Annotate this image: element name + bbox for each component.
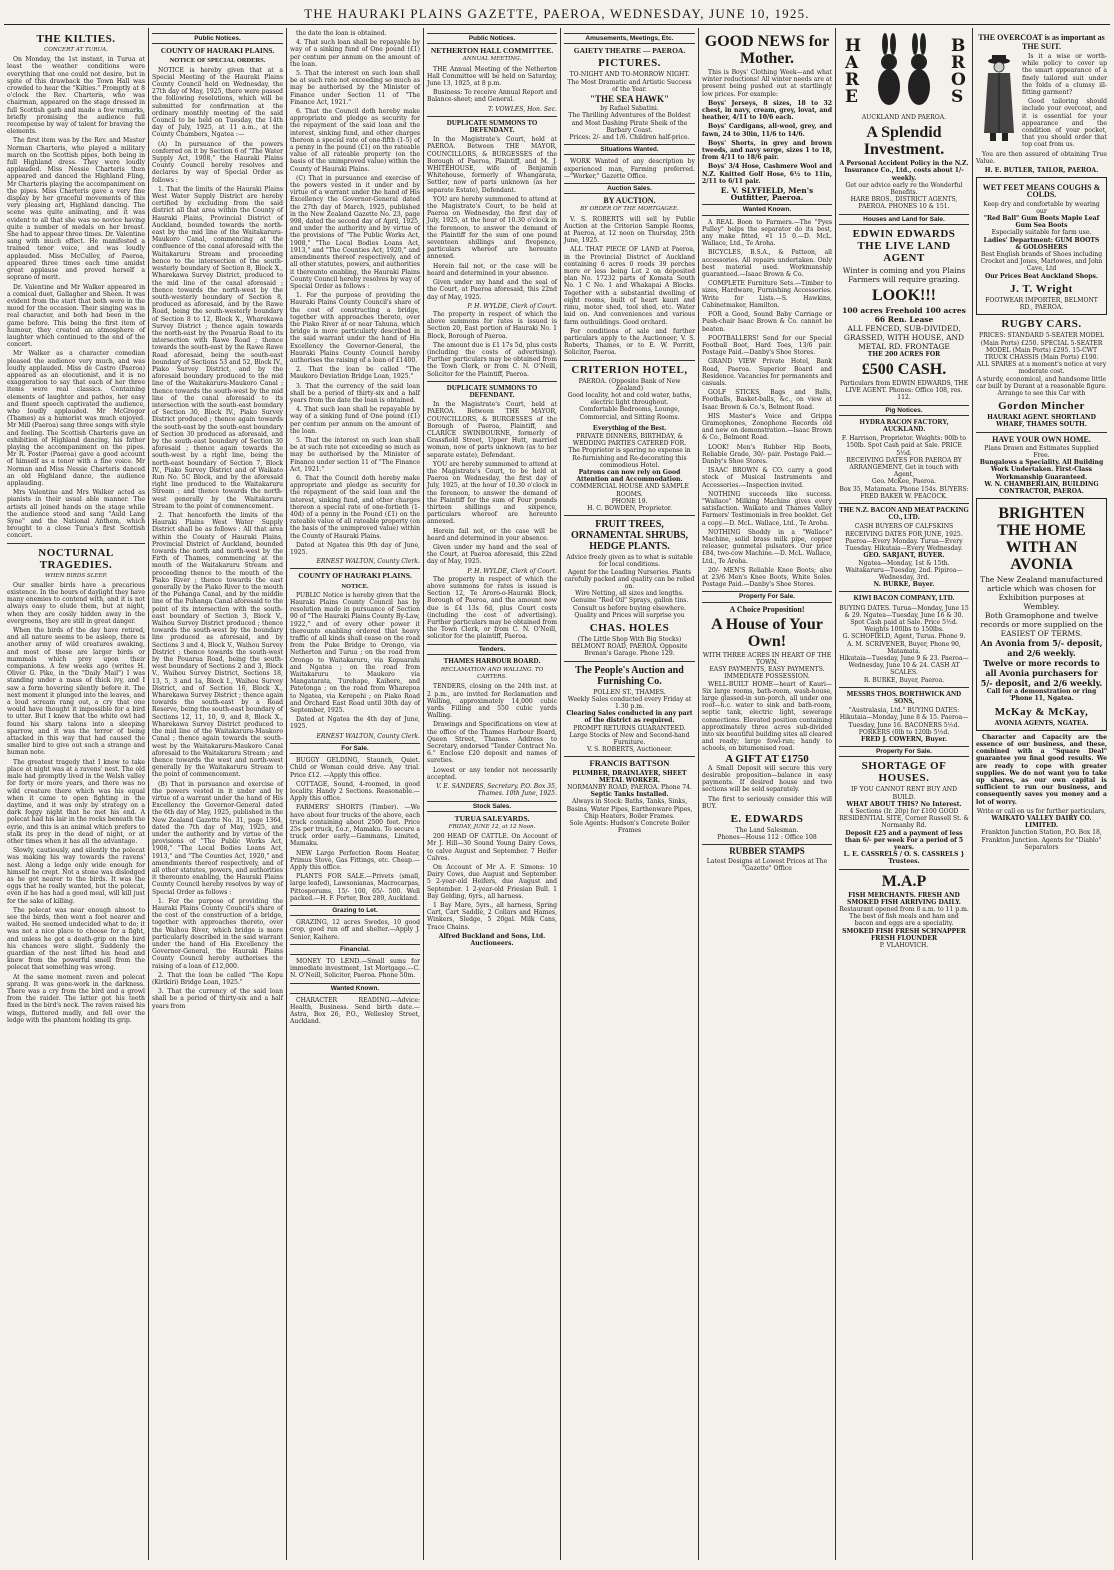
- notice-paragraph: On Account of Mr A. F. Simons: 10 Dairy Cows, due August and September. 5 2-year-old Heifers, due August and September. 1 2-year-old Friesian Bull. 1 Bay Gelding, 6yrs., all harness.: [427, 863, 557, 900]
- classified-ad: A REAL Boon to Farmers.—The "Pyes Pulley" helps the separator do its best, any make fitted, ¤1 15 0.—D. McL. Wallace, Ltd., Te Aroha.: [702, 218, 832, 248]
- ad-text: CASH BUYERS OF CALFSKINS: [854, 523, 954, 531]
- ad-text: WITH THREE ACRES IN HEART OF THE TOWN.: [702, 651, 832, 667]
- ad-text: Ladies' Department: GUM BOOTS & GOLOSHERS: [983, 236, 1100, 251]
- signature: V. E. SANDERS, Secretary. P.O. Box 35, Thames. 10th June, 1925.: [436, 783, 557, 798]
- notice-paragraph: Business: To receive Annual Report and Balance-sheet; and General.: [427, 89, 557, 104]
- notice-paragraph: Herein fail not, or the case will be heard and determined in your absence.: [427, 262, 557, 277]
- column-8: [973, 28, 1110, 1560]
- divider: [290, 568, 420, 569]
- divider: [839, 591, 969, 592]
- ad-text: 4 Sections (Ir. 20p) for £100 GOOD RESIDENTIAL SITE, Corner Russell St. & Normanby Rd.: [839, 807, 969, 830]
- notice-paragraph: 6. That the Council doth hereby make appropriate and pledge as security for the repayment of the said loan and the interest, sinking fund, and other charges thereon a special rate of one-fortieth (1-40d) of a penny in the Pound (£1) on the rateable value of all rateable property (on the basis of the unimproved value) within the County of Hauraki Plains.: [290, 474, 420, 540]
- article-paragraph: On Monday, the 1st instant, in Turua at least the weather conditions were everything that one could not desire, but in spite of this drawback the Town Hall was crowded to hear the "Kilties." Promptly at 8 o'clock the Rev. Charteris, who was chairman, appeared on the stage dressed in full Scottish garb and made a few remarks, briefly promising the audience full recompense by way of talent for braving the elements.: [7, 56, 145, 136]
- ad-headline: BY AUCTION.: [603, 196, 656, 206]
- ad-text: Boys' 3/4 Hose, Cashmere Wool and N.Z. Knitted Golf Hose, 6½ to 11in, 2/11 to 6/11 pair.: [702, 163, 832, 185]
- notice-headline: COUNTY OF HAURAKI PLAINS.: [298, 571, 412, 581]
- classified-ad: COTTAGE, Sound, 4-roomed, in good locality. Handy 2 Sections. Reasonable.—Apply this office.: [290, 780, 420, 803]
- ad-text: "Australasia, Ltd." BUYING DATES: Hikutaia—Monday, June 8 & 15. Paeroa—Tuesday, June 16. BACONERS 5½d. PORKERS (0lb to 120lb 5½d.: [839, 707, 969, 736]
- ad-text: For conditions of sale and further particulars apply to the Auctioneer, V. S. Roberts, Thames, or to E. W. Porritt, Solicitor, Paeroa.: [564, 327, 695, 357]
- classified-ad: PLANTS FOR SALE.—Privets (small, large leafed), Lawsonianas, Macrocarpas, Pittosporums, 15/- 100, 65/- 500. Well packed.—H. F. Porter, Box 289, Auckland.: [290, 873, 420, 902]
- article-paragraph: When the birds of the day have retired, and all nature seems to be asleep, there is another army of wild creatures awaking, and most of these are larger birds or mammals which prey upon their companions. A few weeks ago (writes H. Oliver G. Pike, in the "Daily Mail") I was standing under a mass of thick ivy, and I saw a form hovering silently before it. The next moment it plunged into the leaves, and a loud scream rang out, a cry that one would have thought it impossible for a bird to utter. But I knew that the white owl had found his sharp talons into a sleeping sparrow, and it was the terror of being attacked in this way that had caused the smaller bird to give out such a strange and human note.: [7, 627, 145, 757]
- ad-text: Keep dry and comfortable by wearing our: [983, 200, 1100, 215]
- ad-text: TO-NIGHT AND TO-MORROW NIGHT.: [569, 71, 690, 79]
- notice-paragraph: In the Magistrate's Court, held at PAEROA. Between THE MAYOR, COUNCILLORS, & BURGESSES of the Borough of Paeroa, Plaintiff, and CLARICE SWINBOURNE, formerly of Grassfield Street, Upper Hutt, married woman, now of parts unknown (as to her separate estate), Defendant.: [427, 401, 557, 459]
- ad-text: Patrons can now rely on Good Attention and Accommodation.: [576, 468, 683, 484]
- divider: [564, 756, 695, 757]
- ad-text: Get our advice early re the Wonderful Benefits.: [845, 181, 963, 197]
- ad-headline: HYDRA BACON FACTORY, AUCKLAND.: [859, 417, 949, 434]
- ad-headline: McKay & McKay,: [994, 705, 1089, 718]
- classified-ad: GRAND VIEW Private Hotel, Bank Road, Paeroa. Superior Board and Residence. Vacancies for permanents and casuals.: [702, 358, 832, 387]
- article-paragraph: Dr. Valentine and Mr Walker appeared in a comical duet, Gallagher and Sheen. It was evident from the start that both were in the mood for the occasion. Their singing was in real character, and both had been in the game before. This being the first item of humour, they created an atmosphere of laughter which continued to the end of the concert.: [7, 283, 145, 349]
- classified-ad: GRAZING, 12 acres Swedes, 10 good crop, good run off and shelter.—Apply J. Senior, Kaihere.: [290, 919, 420, 941]
- ad-text: PAEROA. (Opposite Bank of New Zealand): [578, 377, 681, 392]
- ad-text: The New Zealand manufactured article which was chosen for Exhibition purposes at Wembley.: [980, 575, 1103, 612]
- ad-headline: PICTURES.: [598, 57, 661, 70]
- notice-subheadline: RECLAMATION AND WALLING. TO CARTERS.: [440, 667, 544, 681]
- ad-headline: Everything of the Best.: [592, 422, 667, 432]
- ad-text: Always in Stock: Baths, Tanks, Sinks, Basins, Water Pipes, Earthenware Pipes, Chip Heaters, Boiler Frames.: [566, 798, 693, 820]
- ad-text: EASY PAYMENTS, EASY PAYMENTS. IMMEDIATE POSSESSION.: [709, 666, 825, 681]
- avonia-ad: [976, 498, 1107, 731]
- notice-subheadline: NOTICE OF SPECIAL ORDERS.: [169, 57, 266, 65]
- divider: [976, 432, 1107, 433]
- ad-text: Boys' Cardigans, all-wool, grey, and fawn, 24 to 30in, 11/6 to 14/6.: [702, 123, 832, 138]
- notice-paragraph: The property in respect of which the above summons for rates is issued is Section 12, Te Aroro-o-Hauraki Block, Borough of Paeroa, and the amount now due is £4 13s 6d, plus Court costs (including the cost of advertising). Further particulars may be obtained from the Town Clerk, or from C. N. O'Neill, solicitor for the plaintiff, Paeroa.: [427, 575, 557, 641]
- classified-ad: FOOTBALLERS! Send for our Special Football Boot, Hard Toes, 13/6 pair. Postage Paid.—Danby's Shoe Stores.: [702, 334, 832, 357]
- notice-paragraph: 1. For the purpose of providing the Hauraki Plains County Council's share of the cost of constructing a bridge, together with approaches thereto, over the Piako River at or near Tahuna, which bridge is more particularly described in the said warrant under the hand of His Excellency the Governor-General, the Hauraki Plains County Council hereby authorises the raising of a loan of £1400.: [290, 292, 420, 364]
- classified-ad: BUGGY GELDING, Staunch, Quiet. Child or Woman could drive. Any trial. Price £12. —Apply this office.: [290, 757, 420, 779]
- film-title: "THE SEA HAWK": [589, 94, 669, 105]
- ad-text: The Proprietor is sparing no expense in Re-furnishing and Re-decorating this commodious Hotel.: [568, 447, 691, 469]
- ad-text: PHONE 19.: [611, 497, 648, 505]
- notice-paragraph: Dated at Ngatea the 4th day of June, 1925.: [290, 716, 420, 731]
- ad-text: Consult us before buying elsewhere. Quality and Prices will surprise you: [573, 604, 686, 619]
- ad-headline: FRUIT TREES, ORNAMENTAL SHRUBS, HEDGE PLANTS.: [570, 519, 689, 553]
- ad-headline: A GIFT AT £1750: [725, 752, 809, 765]
- notice-paragraph: 4. That such loan shall be repayable by way of a sinking fund of One pound (£1) per centum per annum on the amount of the loan.: [290, 406, 420, 435]
- signature: FRED J. COWERN, Buyer.: [861, 735, 947, 743]
- ad-text: Boys' Jerseys, 8 sizes, 18 to 32 chest, in navy, cream, grey, lovat, and heather, 4/11 to 10/6 each.: [702, 99, 832, 122]
- ad-text: A Personal Accident Policy in the N.Z. Insurance Co., Ltd., costs about 1/- weekly.: [839, 160, 969, 182]
- section-header: Wanted Known.: [702, 204, 832, 215]
- notice-paragraph: YOU are hereby summoned to attend at the Magistrate's Court, to be held at Paeroa on Wednesday, the first day of July, 1925, at the hour of 10.30 o'clock in the forenoon, to answer the demand of the Plaintiff for the sum of Four pounds thirteen shillings and sixpence, particulars whereof are hereunto annexed.: [427, 460, 557, 526]
- ad-headline: GAIETY THEATRE — PAEROA.: [573, 46, 686, 56]
- ad-text: ALL THAT PIECE OF LAND at Paeroa, in the Provincial District of Auckland containing 6 acres 0 roods 39 perches more or less being Lot 2 on deposited plan No. 17232 parts of Komata South No. 1 C No. 1 and Whakapai A Blocks. Together with a substantial dwelling of eight rooms, built of heart kauri and rimu, motor shed, tool shed, etc. Water laid on. And conveniences and various farm outbuildings. Good orchard.: [564, 246, 695, 326]
- article-paragraph: Our smaller birds have a precarious existence. In the hours of daylight they have many enemies to contend with, and it is not always easy to elude them, but at night, when they are cosily hidden away in the evergreens, they are still in great danger.: [7, 581, 145, 625]
- ad-text: Hikutaia—Tuesday, June 9 & 23. Paeroa—Wednesday, June 10 & 24. CASH AT SCALES.: [839, 654, 969, 677]
- section-header: Pig Notices.: [839, 405, 969, 416]
- ad-text: The first to seriously consider this will BUY.: [702, 795, 832, 810]
- classified-ad: FARMERS' SHORTS (Timber). —We have about four trucks of the above, each truck containing about 2500 feet. Price 25s per truck, f.o.r., Mamaku. To secure a truck order early.—Gammans, Limited, Mamaku.: [290, 804, 420, 848]
- ad-headline: HAVE YOUR OWN HOME.: [992, 434, 1091, 444]
- ad-text: Our Prices Beat Auckland Shops.: [984, 272, 1099, 280]
- ad-text: (The Little Shop With Big Stocks) BELMONT ROAD, PAEROA. Opposite Brenan's Garage. Phone 129.: [571, 636, 688, 658]
- ad-text: Especially suitable for farm use.: [991, 229, 1092, 237]
- notice-headline: NETHERTON HALL COMMITTEE.: [430, 46, 554, 56]
- article-paragraph: Slowly, cautiously, and silently the polecat was making his way towards the ravens' nest. Along a ledge only wide enough for himself he crept. Not a stone was dislodged as he got nearer to the birds. It was the eggs that he really wanted, but the polecat, even if he has had a good meal, will kill just for the sake of killing.: [7, 847, 145, 905]
- notice-paragraph: 3. That the currency of the said loan shall be a period of thirty-six and a half years from: [152, 988, 283, 1010]
- ad-text: Clearing Sales conducted in any part of the district as required.: [566, 710, 693, 725]
- section-header: Auction Sales.: [564, 183, 695, 194]
- notice-paragraph: 6. That the Council doth hereby make appropriate and pledge as security for the repayment of the said loan and the interest, sinking fund, and other charges thereon a special rate of one-fifth (1-5) of a penny in the pound (£1) on the rateable value of all rateable property (on the basis of the unimproved value) within the County of Hauraki Plains.: [290, 108, 420, 173]
- classified-ad: FOR a Good, Sound Baby Carriage or Push-chair Isaac Brown & Co. cannot be beaten.: [702, 311, 832, 333]
- hare-bros-wordmark-left: HARE: [845, 36, 862, 107]
- ad-headline: WET FEET MEANS COUGHS & COLDS.: [982, 183, 1101, 200]
- notice-paragraph: Given under my hand and the seal of the Court, at Paeroa aforesaid, this 22nd day of May, 1925.: [427, 279, 557, 301]
- ad-text: Sole Agents: Hudson's Concrete Boiler Frames: [569, 820, 690, 835]
- ad-text: ALL FENCED, SUB-DIVIDED, GRASSED, WITH HOUSE, AND METAL RD. FRONTAGE: [843, 323, 965, 351]
- notice-paragraph: Drawings and Specifications on view at the office of the Thames Harbour Board, Queen Street, Thames. Address to Secretary, endorsed "Tender Contract No. 6." Enclose £20 deposit and names of sureties.: [427, 721, 557, 765]
- section-header: Wanted Known.: [290, 983, 420, 994]
- section-header: Grazing to Let.: [290, 905, 420, 916]
- ad-text: BUYING DATES. Turua—Monday, June 15 & 29. Ngatea—Tuesday, June 16 & 30. Spot Cash paid at Sale. Price 5½d. Weights 100lbs to 150lbs.: [839, 604, 969, 634]
- notice-paragraph: 2. That the loan be called "The Kopu (Kirikiri) Bridge Loan, 1925.": [152, 971, 283, 986]
- signature: H. C. BOWDEN, Proprietor.: [587, 504, 672, 512]
- ad-text: The Thrilling Adventures of the Boldest and Most Dashing Pirate Sheik of the Barbary Coast.: [568, 112, 691, 134]
- ad-text: 100 acres Freehold 100 acres 66 Ren. Lease: [842, 305, 966, 324]
- ad-subheadline: BY ORDER OF THE MORTGAGEE.: [580, 206, 679, 213]
- ad-text: RECEIVING DATES FOR PAEROA BY ARRANGEMENT, Get in touch with Agent,: [846, 456, 962, 479]
- masthead: THE HAURAKI PLAINS GAZETTE, PAEROA, WEDNESDAY, JUNE 10, 1925.: [4, 4, 1110, 25]
- notice-paragraph: 2. That henceforth the limits of the Hauraki Plains West Water Supply District shall be as follows : All that area within the County of Hauraki Plains, Provincial District of Auckland, bounded towards the north and north-west by the Firth of Thames, commencing at the mouth of the Waitakaruru Stream and proceeding thence to the mouth of the Piako River ; thence towards the east generally by the Piako River to the mouth of the Puhanga Canal, and by the middle line of the Puhanga Canal aforesaid to the point of its intersection with the south-east boundary of Section 3, Block V., Waihou Survey District produced ; thence towards the south-west by the boundary line produced as aforesaid, and by Sections 3 and 4, Block V., Waihou Survey District ; thence towards the south-west by the Pouarua Road, being the south-west boundary of Sections 2 and 3, Block V., Waihou Survey District, Sections 18, 13, 5, 3 and 1a, Block I., Waihou Survey District, and of Section 16, Block X., Wharekawa Survey District ; thence again towards the south-east by a Road Reserve, being the south-east boundary of Sections 12, 11, 10, 9, and 8, Block X., Wharekawa Survey District produced to the mid line of the Waitakaruru-Maukoro Canal ; thence again towards the south-west by the Waitakaruru-Maukoro Canal aforesaid to the Waitakaruru Stream ; and thence towards the west and north-west generally by the Waitakaruru Stream to the point of commencement.: [152, 512, 283, 779]
- notice-paragraph: (C) That in pursuance and exercise of the powers vested in it under and by virtue of a warrant under the hand of His Excellency the Governor-General dated the 27th day of March, 1925, published in the New Zealand Gazette No. 23, page 998, dated the second day of April, 1925, and under the authority and by virtue of the provisions of "The Public Works Act, 1908," "The Local Bodies Loans Act, 1913," and "The Counties Act, 1920," and amendments thereof respectively, and of all other statutes, powers, and authorities it thereunto enabling, the Hauraki Plains County Council hereby resolves by way of Special Order as follows :: [290, 174, 420, 290]
- ad-text: Bungalows a Speciality. All Building Work Undertaken. First-Class Workmanship Guaranteed.: [979, 459, 1104, 481]
- ad-text: PRIVATE DINNERS, BIRTHDAY, & WEDDING PARTIES CATERED FOR.: [572, 432, 687, 448]
- ad-text: Box 35, Matamata. Phone 154s. BUYERS: FRED BAKER W. PEACOCK.: [839, 485, 969, 500]
- ad-text: Septic Tanks Installed.: [590, 791, 669, 799]
- ad-text: An Avonia from 5/- deposit, and 2/6 weekly.: [980, 638, 1103, 659]
- notice-paragraph: Given under my hand and the seal of the Court, at Paeroa aforesaid, this 22nd day of May, 1925.: [427, 544, 557, 566]
- classified-ad: MONEY TO LEND.—Small sums for immediate investment, 1st Mortgage.—C. N. O'Neill, Solicitor, Paeroa. Phone 50m.: [290, 957, 420, 980]
- signature: ERNEST WALTON, County Clerk.: [316, 732, 420, 740]
- ad-text: WELL-BUILT HOME—heart of Kauri—Six large rooms, bath-room, wash-house, large glassed-in sun-porch, all under one roof—h.c. water to sink and bath-room, septic tank, electric light, sewerage connections. Elevated position containing approximately three acres sub-divided into six beautiful building sites all cleared and ready; large fowl-run; handy to schools, on bitumenised road.: [702, 680, 832, 753]
- ad-text: Paeroa—Every Monday. Turua—Every Tuesday. Hikutaia—Every Wednesday.: [845, 537, 963, 553]
- article-paragraph: Mr Walker as a character comedian pleased the audience very much, and was loudly applauded. Miss de Castro (Paeroa) appeared as an elocutionist, and it is no exaggeration to say that each of her three items were real classics. Containing elements of laughter and pathos, her easy and fluent speech captivated the audience, who loudly applauded. Mr McGregor (Thames) as a humorist was much enjoyed. Mr Mill (Paeroa) sang three songs with style and feeling. The Scottish Charteris gave an exhibition of Highland dancing, his father playing the accompaniment on the pipes. Mr R. Foster (Paeroa) gave a good account of himself as a tenor with a fine voice. Mr Norman and Miss Nessie Charteris danced an old Highland dance, the audience applauding.: [7, 350, 145, 487]
- divider: [7, 543, 145, 544]
- section-header: Property For Sale.: [702, 591, 832, 602]
- man-in-overcoat-icon: [976, 53, 1022, 143]
- ad-headline: EDWIN EDWARDS THE LIVE LAND AGENT: [852, 227, 956, 264]
- notice-paragraph: The property in respect of which the above summons for rates is issued is Section 20, East portion of Hauraki No. 1 Block, Borough of Paeroa.: [427, 310, 557, 340]
- section-header: Stock Sales.: [427, 801, 557, 812]
- notice-paragraph: The amount due is £1 17s 5d, plus costs (including the costs of advertising). Further particulars may be obtained from the Town Clerk, or from C. N. O'Neill, Solicitor for the Plaintiff, Paeroa.: [427, 341, 558, 378]
- column-6: [699, 28, 836, 1560]
- ad-headline: GOOD NEWS for Mother.: [704, 33, 830, 67]
- ad-text: SMOKED FISH FRESH SCHNAPPER FRESH FLOUNDER: [842, 927, 966, 942]
- divider: [564, 360, 695, 361]
- ad-text: FOOTWEAR IMPORTER, BELMONT RD., PAEROA.: [985, 296, 1098, 312]
- section-header: For Sale.: [290, 743, 420, 754]
- ad-text: Advice freely given as to what is suitable for local conditions.: [566, 554, 693, 569]
- signature: V. S. ROBERTS, Auctioneer.: [586, 746, 673, 754]
- classified-ad: LOOK! Men's Rubber Hip Boots, Reliable Grade, 30/- pair. Postage Paid.—Danby's Shoe Stores.: [702, 443, 832, 465]
- ad-text: Both Gramophone and twelve records or more supplied on the EASIEST OF TERMS.: [980, 611, 1103, 639]
- section-header: Financial.: [290, 944, 420, 955]
- notice-headline: TURUA SALEYARDS.: [454, 813, 530, 823]
- nocturnal-headline: NOCTURNAL TRAGEDIES.: [38, 546, 114, 571]
- ad-text: PROMPT RETURNS GUARANTEED.: [573, 724, 686, 732]
- ad-text: Comfortable Bedrooms, Lounge, Commercial, and Sitting Rooms.: [579, 406, 680, 421]
- ad-headline: £500 CASH.: [861, 361, 947, 379]
- ad-text: NORMANBY ROAD, PAEROA. Phone 74.: [567, 784, 692, 792]
- ad-text: by Rafael Sabatini.: [600, 105, 659, 113]
- signature: P. H. WYLDE, Clerk of Court.: [467, 302, 557, 310]
- signature: W. N. CHAMBERLAIN, BUILDING CONTRACTOR, PAEROA.: [984, 480, 1099, 495]
- section-header: Property For Sale.: [839, 746, 969, 757]
- notice-subheadline: ANNUAL MEETING.: [462, 56, 522, 63]
- ad-text: "Red Ball" Gum Boots Maple Leaf Gum Sea Boots: [983, 215, 1100, 230]
- notice-headline: DUPLICATE SUMMONS TO DEFENDANT.: [446, 383, 538, 399]
- notice-subheadline: FRIDAY, JUNE 12, at 12 Noon.: [448, 823, 536, 830]
- notice-paragraph: Herein fail not, or the case will be heard and determined in your absence.: [427, 527, 557, 542]
- divider: [839, 687, 969, 688]
- ad-headline: The People's Auction and Furnishing Co.: [575, 664, 684, 687]
- article-paragraph: The greatest tragedy that I knew to take place at night was at a ravens' nest. The old male had promptly lived in the Welsh valley for forty or more years, and there was no wild creature there which was his equal when it came to open fighting in the daytime, and it was only by strategy on a dark foggy night that he met his end. A polecat had his lair in the rocks beneath the eyrie, and this is an animal which prefers to stalk its prey in the dead of night, or at other times when it has all the advantage.: [7, 758, 145, 845]
- signature: G. SCHOFIELD, Agent, Turua. Phone 9. A. M. SCRIVENER, Buyer, Phone 90, Matamata.: [842, 633, 966, 655]
- divider: [564, 661, 695, 662]
- signature: E. V. SLYFIELD, Men's Outfitter, Paeroa.: [720, 186, 814, 203]
- ad-text: Character and Capacity are the essence of our business, and these, combined with a "Square Deal" guarantee you final good results. We are ready to cope with greater supplies. We do not want you to take up shares, as our own capital is sufficient to run our business, and consequently saves you money and a lot of worry.: [976, 733, 1107, 806]
- hare-bros-logo: [839, 32, 969, 112]
- hare-bros-wordmark-right: BROS: [951, 36, 966, 107]
- article-paragraph: Mrs Valentine and Mrs Walker acted as pianists in their usual able manner. The artists all joined hands on the stage while the audience stood and sang "Auld Lang Syne" and the National Anthem, which brought to a close Turua's first Scottish concert.: [7, 489, 145, 540]
- gum-boots-ad: [976, 177, 1107, 315]
- ad-text: COMMERCIAL HOUSE AND SAMPLE ROOMS.: [570, 483, 689, 498]
- ad-headline: A Splendid Investment.: [863, 124, 945, 159]
- notice-subheadline: NOTICE.: [341, 582, 369, 590]
- classified-ad: 20/- MEN'S Reliable Knee Boots; also at 23/6 Men's Knee Boots, White Soles. Postage Paid.—Danby's Shoe Stores.: [702, 566, 832, 589]
- classified-ad: COMPLETE Furniture Sets.—Timber to sizes, Hardware, Furnishing Accessories. Write for Lists.—S. Hawkins, Cabinetmaker, Hamilton.: [702, 280, 832, 309]
- ad-text: FISH MERCHANTS. FRESH AND SMOKED FISH ARRIVING DAILY.: [847, 891, 961, 906]
- ad-text: PRICES: STANDARD 5-SEATER MODEL (Main Ports) £250. SPECIAL 5-SEATER MODEL (Main Ports) £295. 15-CWT TRUCK CHASSIS (Main Ports) £190.: [979, 332, 1104, 361]
- ad-headline: M.A.P: [881, 872, 927, 890]
- notice-paragraph: (A) In pursuance of the powers conferred on it by Section 6 of "The Water Supply Act, 1908," the Hauraki Plains County Council hereby resolves and declares by way of Special Order as follows :: [152, 140, 283, 184]
- column-2: [149, 28, 287, 1560]
- ad-text: AUCKLAND AND PAEROA.: [861, 114, 947, 121]
- ad-text: Prices: 2/- and 1/6. Children half-price.: [569, 134, 690, 142]
- ad-text: Boys' Shorts, in grey and brown tweeds, and navy serge, sizes 1 to 18, from 4/11 to 18/6 pair.: [702, 139, 832, 162]
- classified-ad: NOTHING succeeds like success. "Wallace" Milking Machine gives every satisfaction. Waikato and Thames Valley Farmers' Testimonials in free booklet. Get a copy.—D. McL. Wallace, Ltd., Te Aroha.: [702, 490, 832, 527]
- ad-text: AVONIA AGENTS, NGATEA.: [994, 719, 1089, 727]
- signature: HARE BROS., DISTRICT AGENTS, PAEROA. PHONES 10 & 151.: [850, 196, 958, 211]
- ad-text: HAURAKI AGENT. SHORTLAND WHARF, THAMES SOUTH.: [987, 414, 1096, 429]
- notice-paragraph: 1. That the limits of the Hauraki Plains West Water Supply District are hereby certified by excluding from the said district all that area within the County of Hauraki Plains, Provincial District of Auckland, bounded towards the north-east by the mid line of the Waitakaruru-Maukoro Canal, commencing at the confluence of the canal aforesaid with the Waitakaruru Stream and proceeding hence to the intersection of the south-westerly boundary of Section 8, Block X., Wharekawa Survey District, produced to the mid line of the canal aforesaid ; thence towards the north-west by the south-westerly boundary of Section 8, produced as aforesaid, and by the Rawe Road, being the south-westerly boundary of Section 8 to 12, Block X., Wharekawa Survey District ; thence again towards the north-east by the Pouarua Road to its intersection with Rawe Road ; thence towards the south-east by the Rawe Rawe Road aforesaid, being the south-east boundary of Sections 53 and 52, Block IV., Piako Survey District, and by the aforesaid boundary produced to the mid line of the Waitakaruru-Maukoro Canal ; thence towards the south-west by the mid line of the canal aforesaid to its intersection with the south-east boundary of Section 30, Block IV., Piako Survey District produced ; thence again towards the south-east by the south-east boundary of Section 30 produced as aforesaid, and by the south-east boundary of Section 30 aforesaid ; thence again towards the south-west by a right line, being the north-east boundary of Section 7, Block IV., Piako Survey District and of Waikato Run No. 5C Block, and by the aforesaid right line produced to the Waitakaruru Stream ; and thence towards the north-west generally by the Waitakaruru Stream to the point of commencement.: [152, 185, 283, 510]
- ad-text: PLUMBER, DRAINLAYER, SHEET METAL WORKER.: [572, 769, 687, 784]
- divider: [564, 515, 695, 516]
- notice-paragraph: 1. For the purpose of providing the Hauraki Plains County Council's share of the cost of the construction of a bridge, together with approaches thereto, over the Waihou River, which bridge is more particularly described in the said warrant under the hand of His Excellency the Governor-General, the Hauraki Plains County Council hereby authorises the raising of a loan of £12,000.: [152, 897, 283, 970]
- ad-headline: CHAS. HOLES: [589, 622, 670, 634]
- notice-paragraph: THE Annual Meeting of the Netherton Hall Committee will be held on Saturday, June 13, 1925, at 8 p.m.: [427, 65, 557, 88]
- ad-text: This is Boys' Clothing Week—and what winter reductions! All winter needs are at present being pushed out at startlingly low prices. For example:: [702, 69, 832, 98]
- ad-text: Twelve or more records to all Avonia purchasers for 5/- deposit, and 2/6 weekly.: [980, 658, 1103, 689]
- notice-paragraph: Lowest or any tender not necessarily accepted.: [427, 766, 557, 781]
- signature: R. BURKE, Buyer, Paeroa.: [863, 676, 945, 684]
- ad-text: V. S. ROBERTS will sell by Public Auction at the Criterion Sample Rooms, at Paeroa, at 12 noon on Thursday, 25th June, 1925.: [564, 215, 695, 245]
- ad-headline: KIWI BACON COMPANY, LTD.: [853, 594, 955, 603]
- signature: WAIKATO VALLEY DAIRY CO. LIMITED.: [991, 815, 1092, 830]
- ad-text: Plans Drawn and Estimates Supplied Free.: [984, 444, 1099, 459]
- ad-text: The Most Dramatic and Artistic Success of the Year.: [567, 78, 692, 93]
- notice-paragraph: 3. That the currency of the said loan shall be a period of thirty-six and a half years from the date the loan is obtained.: [290, 382, 420, 404]
- ad-text: Large Stocks of New and Second-hand Furniture.: [569, 731, 690, 747]
- ad-text: POLLEN ST., THAMES.: [593, 688, 666, 696]
- notice-paragraph: YOU are hereby summoned to attend at the Magistrate's Court, to be held at Paeroa on Wednesday, the first day of July, 1925, at the hour of 10.30 o'clock in the forenoon, to answer the demand of the Plaintiff for the sum of one pound seventeen shillings and fivepence, particulars whereof are hereunto annexed.: [427, 195, 557, 261]
- ad-text: Ngatea—Monday, 1st & 15th. Waitakaruru—Tuesday, 2nd. Pipiroa—Wednesday, 3rd.: [845, 559, 963, 581]
- ad-text: Arrange to see this Car with: [997, 389, 1086, 397]
- divider: [427, 116, 557, 117]
- ad-headline: A Choice Proposition!: [729, 604, 805, 614]
- notice-headline: THAMES HARBOUR BOARD.: [443, 656, 541, 665]
- ad-text: Write or call on us for further particulars,: [976, 807, 1107, 815]
- ad-text: F. Harrison, Proprietor. Weights: 90lb to 150lb. Spot Cash paid at Sale. PRICE 5½d.: [841, 435, 967, 457]
- rabbits-icon: [869, 32, 939, 112]
- notice-paragraph: 4. That such loan shall be repayable by way of a sinking fund of One pound (£1) per centum per annum on the amount of the loan.: [290, 39, 420, 68]
- ad-headline: MESSRS THOS. BORTHWICK AND SONS,: [846, 689, 962, 705]
- signature: P. VLAHOVICH.: [879, 942, 929, 950]
- notice-paragraph: TENDERS, closing on the 24th inst. at 2 p.m., are invited for Reclamation and Walling, approximately 14,000 cubic yards Filling and 550 cubic yards Walling.: [427, 683, 557, 720]
- divider: [839, 503, 969, 504]
- ad-text: THE 200 ACRES FOR: [867, 350, 941, 358]
- ad-headline: Gordon Mincher: [998, 400, 1085, 413]
- divider: [427, 381, 557, 382]
- notice-paragraph: NOTICE is hereby given that at a Special Meeting of the Hauraki Plains County Council held on Wednesday, the 27th day of May, 1925, there were passed the following resolutions, which will be submitted for confirmation at the ordinary monthly meeting of the said Council to be held on Tuesday, the 14th day of July, 1925, at 11 a.m., at the County Chambers, Ngatea :—: [152, 66, 283, 139]
- ad-text: Good tailoring should include your overcoat, and it is essential for your appearance and the condition of your pocket, that you should order that top coat from us.: [1022, 98, 1107, 149]
- ad-text: Agent for the Leading Nurseries. Plants carefully packed and quality can be relied on.: [564, 568, 695, 590]
- ad-text: Good locality, hot and cold water, baths, electric light throughout.: [567, 391, 692, 407]
- signature: Alfred Buckland and Sons, Ltd. Auctioneers.: [438, 932, 546, 947]
- ad-text: Is it a wise or worth-while policy to cover up the smart appearance of a finely tailored suit under the folds of a clumsy ill-fitting garment?: [1022, 53, 1107, 97]
- notice-paragraph: Dated at Ngatea this 9th day of June, 1925.: [290, 541, 420, 557]
- ad-headline: RUBBER STAMPS: [729, 846, 805, 857]
- ad-headline: LOOK!!!: [872, 286, 936, 304]
- columns: [4, 28, 1110, 1560]
- column-5: [561, 28, 699, 1560]
- ad-text: A sturdy, economical, and handsome little car built by Durant at a reasonable figure.: [976, 375, 1107, 390]
- article-paragraph: At the same moment raven and polecat sprang. It was gone-work in the darkness. There was a cry from the bird and a growl from the raider. The latter got his teeth fixed in the bird's neck. The raven raised his wings, fluttered madly, and fell over the ledge with the phantom holding its grip.: [7, 973, 145, 1024]
- section-header: Tenders.: [427, 644, 557, 655]
- signature: L. E. CASSRELS / O. S. CASSRELS } Trustees.: [843, 851, 965, 866]
- classified-ad: ISAAC BROWN & CO. carry a good stock of Musical Instruments and Accessories.—Inspection invited.: [702, 467, 832, 489]
- signature: H. E. BUTLER, TAILOR, PAEROA.: [984, 167, 1099, 175]
- section-header: Public Notices.: [152, 33, 283, 44]
- ad-headline: SHORTAGE OF HOUSES.: [861, 760, 947, 785]
- classified-ad: BICYCLES, B.S.A., & Patteon, all accessories. All repairs undertaken. Only best material used. Workmanship guaranteed.—Isaac Brown & Co.: [702, 249, 832, 279]
- classified-ad: NEW Large Perfection Room Heater, Primus Stove, Gas Fittings, etc. Cheap.—Apply this office.: [290, 849, 420, 871]
- divider: [839, 869, 969, 870]
- divider: [702, 844, 832, 845]
- classified-ad: CHARACTER READING.—Advice: Health, Business. Send birth date.—Astra, Box 26, P.O., Wellesley Street, Auckland.: [290, 996, 420, 1026]
- ad-text: You are then assured of obtaining True Value.: [976, 150, 1107, 165]
- section-header: Houses and Land for Sale.: [839, 214, 969, 225]
- signature: GEO. SARJANT, BUYER.: [863, 552, 945, 560]
- ad-headline: E. EDWARDS: [730, 813, 804, 826]
- kilties-subheadline: CONCERT AT TURUA.: [43, 47, 108, 53]
- ad-text: Particulars from EDWIN EDWARDS, THE LIVE AGENT. Phones: Office 108, res. 112.: [839, 380, 969, 402]
- article-paragraph: The polecat was near enough almost to see the birds, then went a foot nearer and waited. He seemed undecided what to do; it was not a nice place to choose for a fight, and unless he got a death-grip on the bird his chances were slight. Suddenly the guardian of the nest lifted his head and knew from the powerful smell from the polecat that something was wrong.: [7, 906, 145, 972]
- kilties-headline: THE KILTIES.: [36, 33, 116, 45]
- ad-headline: FRANCIS BATTSON: [589, 758, 670, 769]
- ad-text: Geo. McKee, Paeroa.: [871, 478, 937, 486]
- classified-ad: HIS Master's Voice and Grippa Gramophones, Zonophone Records old and new on demonstration.—Isaac Brown & Co., Belmont Road.: [702, 412, 832, 442]
- notice-paragraph: In the Magistrate's Court, held at PAEROA. Between THE MAYOR, COUNCILLORS, & BURGESSES of the Borough of Paeroa, Plaintiff, and M. J. WHITEHOUSE, wife of Benjamin Whitehouse, formerly of Whangarata, Settler, now of parts unknown (as her separate Estate), Defendant.: [427, 136, 557, 194]
- signature: N. BURKE, Buyer.: [873, 581, 935, 589]
- notice-paragraph: PUBLIC Notice is hereby given that the Hauraki Plains County Council has by resolution made in pursuance of Section 90 of "The Hauraki Plains County By-Law, 1922," and of every other power it thereunto enabling ordered that heavy traffic of all kinds shall cease on the road from the Puke Bridge to Orongo, via Netherton and Turua ; on the road from Orongo to Waitakaruru, via Kopuarahi and Ngatea ; on the road from Waitakaruru to Maukoro via Mangatarata, Turehape, Kaihere, and Patetonga ; on the road from Wharepoa to Ngatea, via Kerepehi ; on Piako Road and Orchard East Road until 30th day of September, 1925.: [290, 591, 420, 715]
- ad-text: A Small Deposit will secure this very desirable proposition—balance in easy payments. If desired house and two sections will be sold separately.: [702, 764, 832, 794]
- ad-text: Phones—House 112 : Office 108: [717, 834, 817, 842]
- ad-text: Call for a demonstration or ring 'Phone 11, Ngatea.: [986, 688, 1097, 703]
- notice-paragraph: 2. That the loan be called "The Maukoro Deviation Bridge Loan, 1925.": [290, 366, 420, 381]
- signature: ERNEST WALTON, County Clerk.: [316, 558, 420, 566]
- ad-text: Wire Netting, all sizes and lengths.: [575, 590, 684, 598]
- ad-text: Genuine "Red Oil" Sprays, gallon tins.: [570, 597, 689, 605]
- nocturnal-subheadline: WHEN BIRDS SLEEP.: [44, 572, 108, 579]
- ad-text: IF YOU CANNOT RENT BUY AND BUILD.: [851, 786, 957, 801]
- notice-headline: COUNTY OF HAURAKI PLAINS.: [160, 46, 275, 56]
- ad-text: The Land Salesman.: [735, 827, 799, 835]
- ad-text: Deposit £25 and a payment of less than 6/- per week For a period of 5 years.: [844, 829, 964, 851]
- ad-text: RECEIVING DATES FOR JUNE, 1925.: [845, 530, 963, 538]
- notice-headline: DUPLICATE SUMMONS TO DEFENDANT.: [446, 118, 538, 135]
- notice-paragraph: the date the loan is obtained.: [296, 30, 387, 37]
- ad-text: Best English brands of Shoes including Crocket and Jones, Marlowes, and John Cave, Ltd: [980, 251, 1103, 273]
- ad-text: Weekly Sales conducted every Friday at 1.30 p.m.: [567, 695, 692, 711]
- notice-paragraph: 200 HEAD OF CATTLE. On Account of Mr J. Hill—30 Sound Young Dairy Cows, to calve August and September. 7 Heifer Calves.: [427, 833, 557, 862]
- notice-paragraph: 5. That the interest on such loan shall be at such rate not exceeding so much as may be authorised by the Minister of Finance under Section 11 of "The Finance Act, 1921.": [290, 70, 420, 106]
- overcoat-ad: [976, 53, 1107, 151]
- column-4: [424, 28, 561, 1560]
- classified-ad: NOTHING Shoddy in a "Wallace" Machine, solid brass milk pipe, copper releaser, gunmetal pulsators. Our price £84, two-cow Machine.—D. McL. Wallace, Ltd., Te Aroha.: [702, 528, 832, 565]
- article-paragraph: The first item was by the Rev. and Master Norman Charteris, who played a military march on the Scottish pipes, both being in full Highland dress. They were loudly applauded. Miss Nessie Charteris then appeared and danced the Highland Fling, Mr Charteris playing the accompaniment on the pipes. Miss Charteris gave a very fine display by her graceful movements of this very pleasing art, Highland dancing. The scene was quite animating, and it was evident to all that she was no novice having quite a number of medals on her breast. She had to appear three times. Dr. Valentine sang with much effect. He manifested a trained tenor voice, and was loudly applauded. Miss McCulley, of Paeroa, appeared three times each time amidst great applause and proved herself a soprano of merit.: [7, 137, 145, 282]
- notice-paragraph: 1 Bay Mare, 5yrs., all harness, Spring Cart, Cart Saddle, 2 Collars and Hames, Winkers, Sledge, 5 20gal. Milk Cans, Trace Chains.: [427, 901, 557, 931]
- column-1: [4, 28, 149, 1560]
- ad-text: Frankton Junction Station, P.O. Box 18, Frankton Junction. Agents for "Diablo" Separators: [981, 829, 1102, 851]
- ad-headline: CRITERION HOTEL,: [571, 363, 688, 376]
- classified-ad: WORK Wanted of any description by experienced man, Farming preferred.—"Worker," Gazette Office.: [564, 158, 695, 180]
- ad-text: Latest Designs at Lowest Prices at The "Gazette" Office: [706, 857, 828, 872]
- notice-paragraph: (B) That in pursuance and exercise of the powers vested in it under and by virtue of a warrant under the hand of His Excellency the Governor-General dated the 6th day of May, 1925, published in the New Zealand Gazette No. 31, page 1364, dated the 7th day of May, 1925, and under the authority and by virtue of the provisions of "The Public Works Act, 1908," "The Local Bodies Loans Act, 1913," and "The Counties Act, 1920," and amendments thereof respectively, and of all other statutes, powers, and authorities it thereunto enabling, the Hauraki Plains County Council hereby resolves by way of Special Order as follows :: [152, 780, 283, 896]
- ad-headline: RUGBY CARS.: [1001, 318, 1082, 331]
- newspaper-page: [4, 4, 1110, 1560]
- ad-headline: BRIGHTEN THE HOME WITH AN AVONIA: [997, 505, 1086, 574]
- ad-text: Winter is coming and you Plains Farmers will require grazing.: [842, 265, 966, 284]
- notice-paragraph: 5. That the interest on such loan shall be at such rate not exceeding so much as may be authorised by the Minister of Finance under section 11 of "The Finance Act, 1921.": [290, 436, 420, 473]
- section-header: Amusements, Meetings, Etc.: [564, 33, 695, 44]
- signature: T. VOWLES, Hon. Sec.: [488, 105, 557, 113]
- ad-headline: THE N.Z. BACON AND MEAT PACKING CO., LTD.: [839, 506, 969, 522]
- classified-ad: GOLF STICKS, Bags and Balls, Footballs, Basket-balls, &c., on view at Isaac Brown & Co.'s, Belmont Road.: [702, 389, 832, 411]
- ad-headline: J. T. Wright: [1010, 282, 1073, 295]
- column-7: [836, 28, 973, 1560]
- section-header: Situations Wanted.: [564, 144, 695, 155]
- column-3: [287, 28, 424, 1560]
- section-header: Public Notices.: [427, 33, 557, 44]
- signature: P. H. WYLDE, Clerk of Court.: [467, 567, 557, 575]
- ad-text: Restaurant opened from 8 a.m. to 11 p.m. The best of fish meals and ham and bacon and eggs are a speciality.: [839, 906, 969, 928]
- ad-headline: A House of Your Own!: [711, 615, 823, 650]
- ad-text: WHAT ABOUT THIS? No Interest.: [846, 800, 962, 808]
- ad-headline: THE OVERCOAT is as important as THE SUIT.: [978, 33, 1105, 51]
- ad-text: ALL SPARES at a moment's notice at very moderate cost.: [976, 361, 1107, 376]
